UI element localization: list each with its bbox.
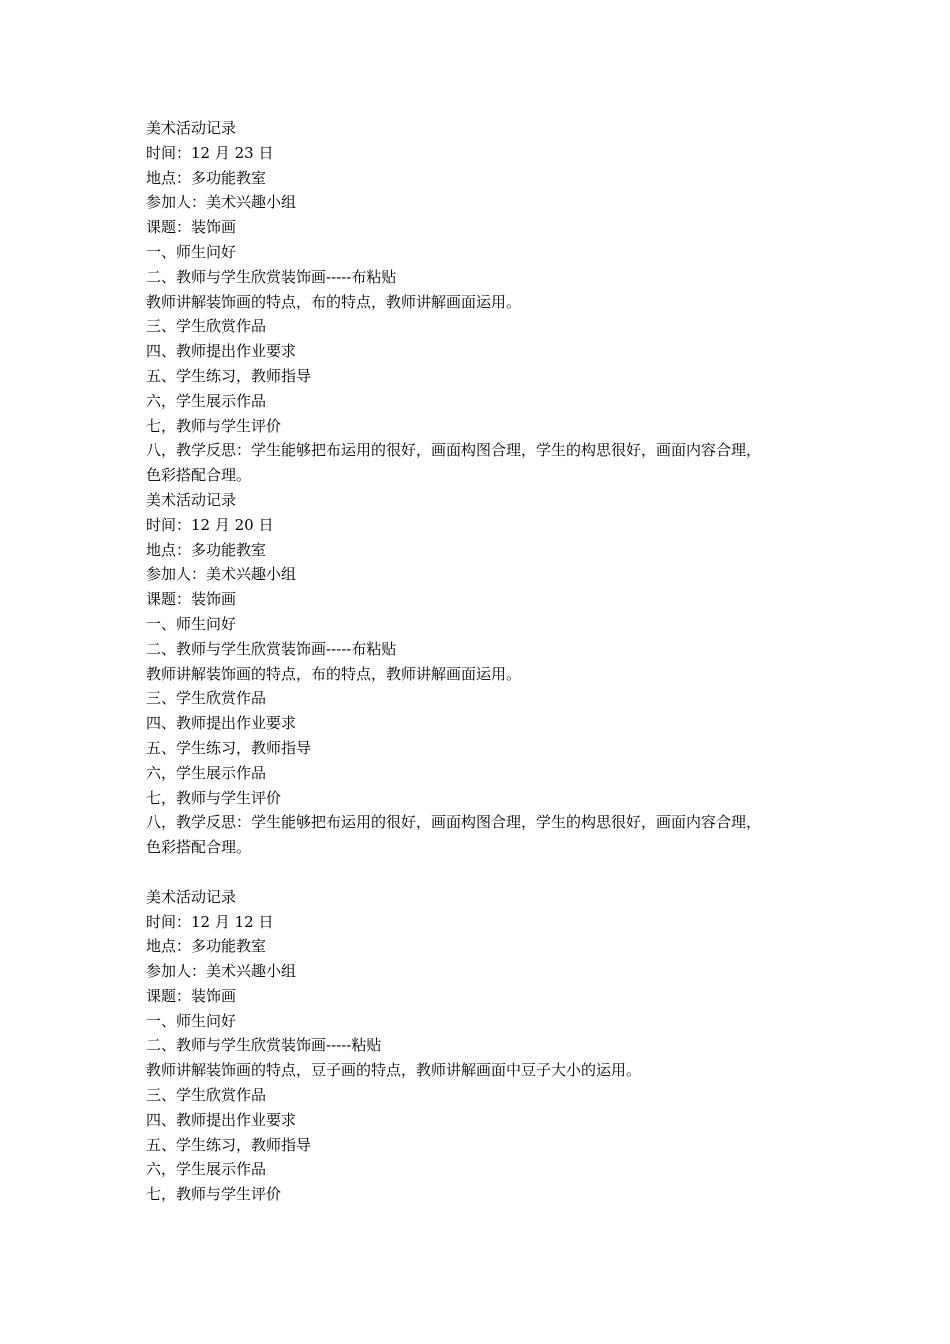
record-step: 七，教师与学生评价 xyxy=(146,416,282,435)
record-participants: 参加人：美术兴趣小组 xyxy=(146,193,297,212)
record-step: 五、学生练习，教师指导 xyxy=(146,1135,312,1154)
activity-record xyxy=(146,885,816,1207)
record-step: 教师讲解装饰画的特点，布的特点，教师讲解画面运用。 xyxy=(146,292,522,311)
record-time: 时间：12 月 20 日 xyxy=(146,515,274,534)
record-step: 六，学生展示作品 xyxy=(146,1160,267,1179)
record-topic: 课题：装饰画 xyxy=(146,590,237,609)
record-title: 美术活动记录 xyxy=(146,887,237,906)
record-step: 五、学生练习，教师指导 xyxy=(146,738,312,757)
record-step: 七，教师与学生评价 xyxy=(146,788,282,807)
record-step: 三、学生欣赏作品 xyxy=(146,317,267,336)
record-step: 四、教师提出作业要求 xyxy=(146,342,297,361)
record-title: 美术活动记录 xyxy=(146,119,237,137)
activity-record xyxy=(146,116,816,488)
record-step: 六，学生展示作品 xyxy=(146,391,267,410)
record-time: 时间：12 月 12 日 xyxy=(146,912,274,931)
record-title: 美术活动记录 xyxy=(146,490,237,509)
record-step: 四、教师提出作业要求 xyxy=(146,1110,297,1129)
record-place: 地点：多功能教室 xyxy=(146,168,267,187)
record-place: 地点：多功能教室 xyxy=(146,937,267,956)
record-step: 二、教师与学生欣赏装饰画-----布粘贴 xyxy=(146,639,397,658)
record-reflection: 八，教学反思：学生能够把布运用的很好，画面构图合理，学生的构思很好，画面内容合理， xyxy=(146,441,762,460)
record-step: 七，教师与学生评价 xyxy=(146,1185,282,1204)
record-reflection: 色彩搭配合理。 xyxy=(146,838,252,857)
record-step: 教师讲解装饰画的特点，豆子画的特点，教师讲解画面中豆子大小的运用。 xyxy=(146,1061,642,1080)
document-body xyxy=(146,116,816,1207)
record-participants: 参加人：美术兴趣小组 xyxy=(146,565,297,584)
record-participants: 参加人：美术兴趣小组 xyxy=(146,962,297,981)
record-step: 六，学生展示作品 xyxy=(146,763,267,782)
record-step: 二、教师与学生欣赏装饰画-----布粘贴 xyxy=(146,267,397,286)
record-reflection: 八，教学反思：学生能够把布运用的很好，画面构图合理，学生的构思很好，画面内容合理， xyxy=(146,813,762,832)
record-step: 五、学生练习，教师指导 xyxy=(146,366,312,385)
record-topic: 课题：装饰画 xyxy=(146,986,237,1005)
record-step: 三、学生欣赏作品 xyxy=(146,689,267,708)
paragraph-spacer xyxy=(146,860,816,885)
record-place: 地点：多功能教室 xyxy=(146,540,267,559)
record-topic: 课题：装饰画 xyxy=(146,218,237,237)
record-time: 时间：12 月 23 日 xyxy=(146,143,274,162)
record-step: 四、教师提出作业要求 xyxy=(146,714,297,733)
record-step: 一、师生问好 xyxy=(146,614,237,633)
record-step: 一、师生问好 xyxy=(146,1011,237,1030)
record-reflection: 色彩搭配合理。 xyxy=(146,466,252,485)
record-step: 教师讲解装饰画的特点，布的特点，教师讲解画面运用。 xyxy=(146,664,522,683)
record-step: 二、教师与学生欣赏装饰画-----粘贴 xyxy=(146,1036,382,1055)
record-step: 三、学生欣赏作品 xyxy=(146,1086,267,1105)
activity-record xyxy=(146,488,816,860)
record-step: 一、师生问好 xyxy=(146,242,237,261)
